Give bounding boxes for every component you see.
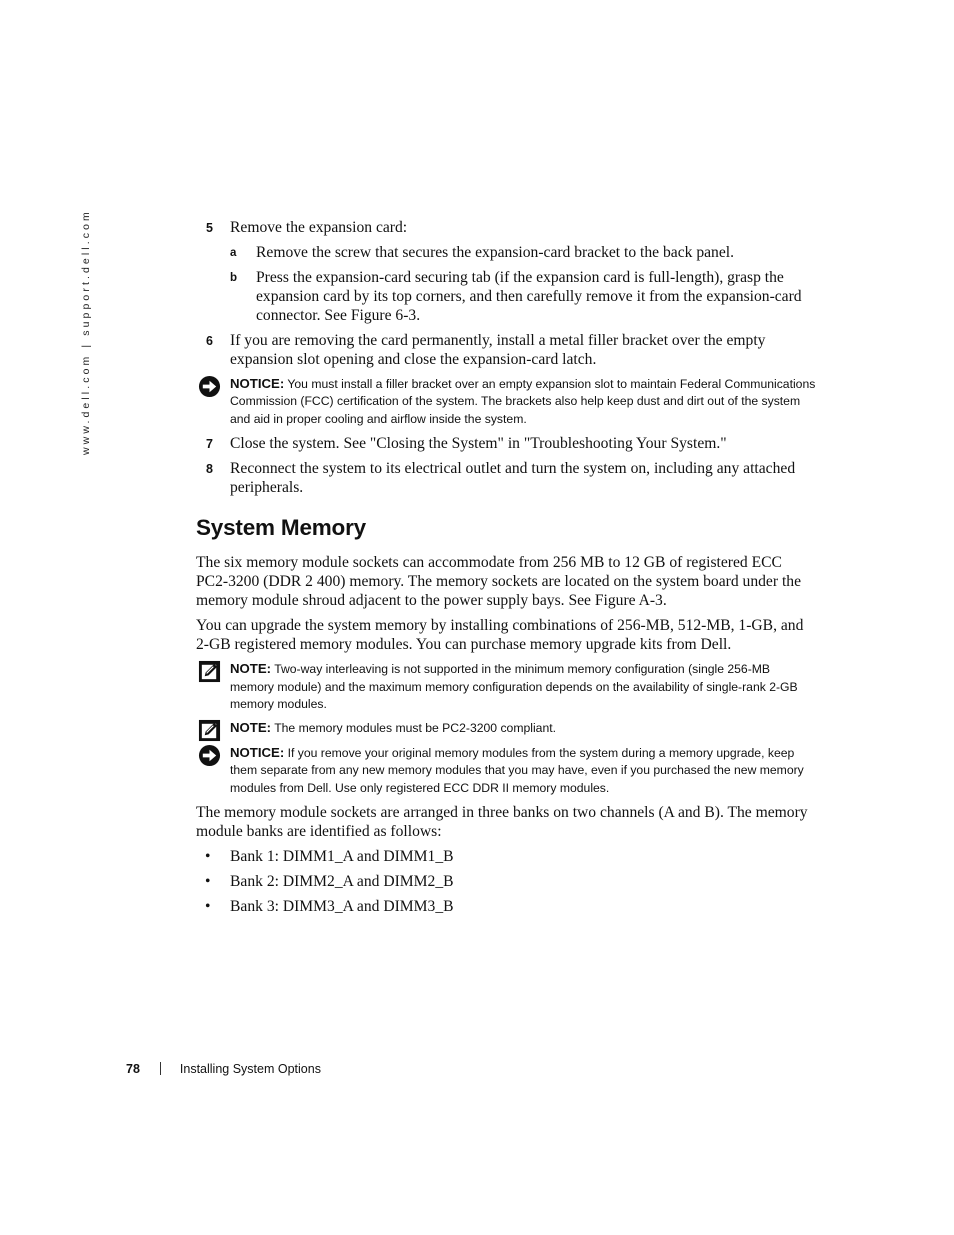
notice-text: You must install a filler bracket over an empty expansion slot to maintain Federal Communications Commission (FCC) certification of the system. The brackets also help keep dust and dirt out of the system and aid in proper cooling and airflow inside the system. — [230, 377, 816, 426]
note-text: Two-way interleaving is not supported in the minimum memory configuration (single 256-MB memory module) and the maximum memory configuration depends on the availability of single-rank 2-GB memory modules. — [230, 662, 798, 712]
page-number: 78 — [126, 1062, 140, 1076]
note-pencil-icon — [198, 719, 221, 742]
page-content — [196, 218, 816, 922]
paragraph-banks: The memory module sockets are arranged in three banks on two channels (A and B). The memory module banks are identified as follows: — [196, 804, 808, 841]
step-number: 5 — [206, 221, 213, 235]
step-7 — [196, 434, 816, 453]
substep-text: Press the expansion-card securing tab (if the expansion card is full-length), grasp the expansion card by its top corners, and then carefully remove it from the expansion-card connector. See Figure 6-3. — [256, 269, 802, 324]
note-label: NOTE: — [230, 720, 272, 736]
note-text: The memory modules must be PC2-3200 compliant. — [274, 721, 556, 736]
bullet-glyph: • — [205, 873, 211, 891]
notice-text: If you remove your original memory modules from the system during a memory upgrade, keep them separate from any new memory modules that you may have, even if you purchased the new memory modules from Dell. Use only registered ECC DDR II memory modules. — [230, 745, 804, 795]
step-text: Close the system. See "Closing the System" in "Troubleshooting Your System." — [230, 435, 727, 453]
substep-a — [196, 243, 816, 262]
step-number: 7 — [206, 437, 213, 452]
section-heading: System Memory — [196, 515, 366, 541]
step-text: Reconnect the system to its electrical outlet and turn the system on, including any attached peripherals. — [230, 460, 796, 497]
notice-callout — [196, 744, 816, 797]
step-text: Remove the expansion card: — [230, 219, 408, 236]
list-item: • Bank 2: DIMM2_A and DIMM2_B — [205, 873, 454, 891]
footer-divider — [160, 1062, 161, 1075]
step-text: If you are removing the card permanently, install a metal filler bracket over the empty expansion slot opening and close the expansion-card latch. — [230, 332, 766, 368]
substep-letter: b — [230, 272, 238, 284]
paragraph-upgrade: You can upgrade the system memory by installing combinations of 256-MB, 512-MB, 1-GB, and 2-GB registered memory modules. You can purchase memory upgrade kits from Dell. — [196, 617, 804, 654]
notice-callout — [196, 375, 816, 428]
bullet-glyph: • — [205, 848, 211, 866]
sidebar-url: www.dell.com | support.dell.com — [80, 209, 92, 455]
notice-arrow-icon — [198, 744, 221, 767]
step-5 — [196, 218, 816, 237]
page-footer — [126, 1062, 321, 1076]
paragraph-memory-sockets: The six memory module sockets can accommodate from 256 MB to 12 GB of registered ECC PC2-3200 (DDR 2 400) memory. The memory sockets are located on the system board under the memory module shroud adjacent to the power supply bays. See Figure A-3. — [196, 554, 801, 610]
bullet-glyph: • — [205, 898, 211, 916]
step-8 — [196, 459, 816, 497]
step-number: 8 — [206, 462, 213, 477]
step-6 — [196, 331, 816, 369]
substep-text: Remove the screw that secures the expansion-card bracket to the back panel. — [256, 244, 735, 261]
note-callout — [196, 660, 816, 713]
note-callout — [196, 719, 816, 737]
notice-label: NOTICE: — [230, 744, 285, 760]
chapter-title: Installing System Options — [179, 1062, 321, 1076]
note-pencil-icon — [198, 660, 221, 683]
bank-list — [196, 847, 816, 916]
note-label: NOTE: — [230, 661, 272, 677]
notice-arrow-icon — [198, 375, 221, 398]
step-number: 6 — [206, 334, 213, 348]
substep-b — [196, 268, 816, 325]
notice-label: NOTICE: — [230, 376, 285, 391]
list-item: • Bank 3: DIMM3_A and DIMM3_B — [205, 898, 454, 916]
list-item: • Bank 1: DIMM1_A and DIMM1_B — [205, 848, 454, 866]
substep-letter: a — [230, 247, 237, 259]
